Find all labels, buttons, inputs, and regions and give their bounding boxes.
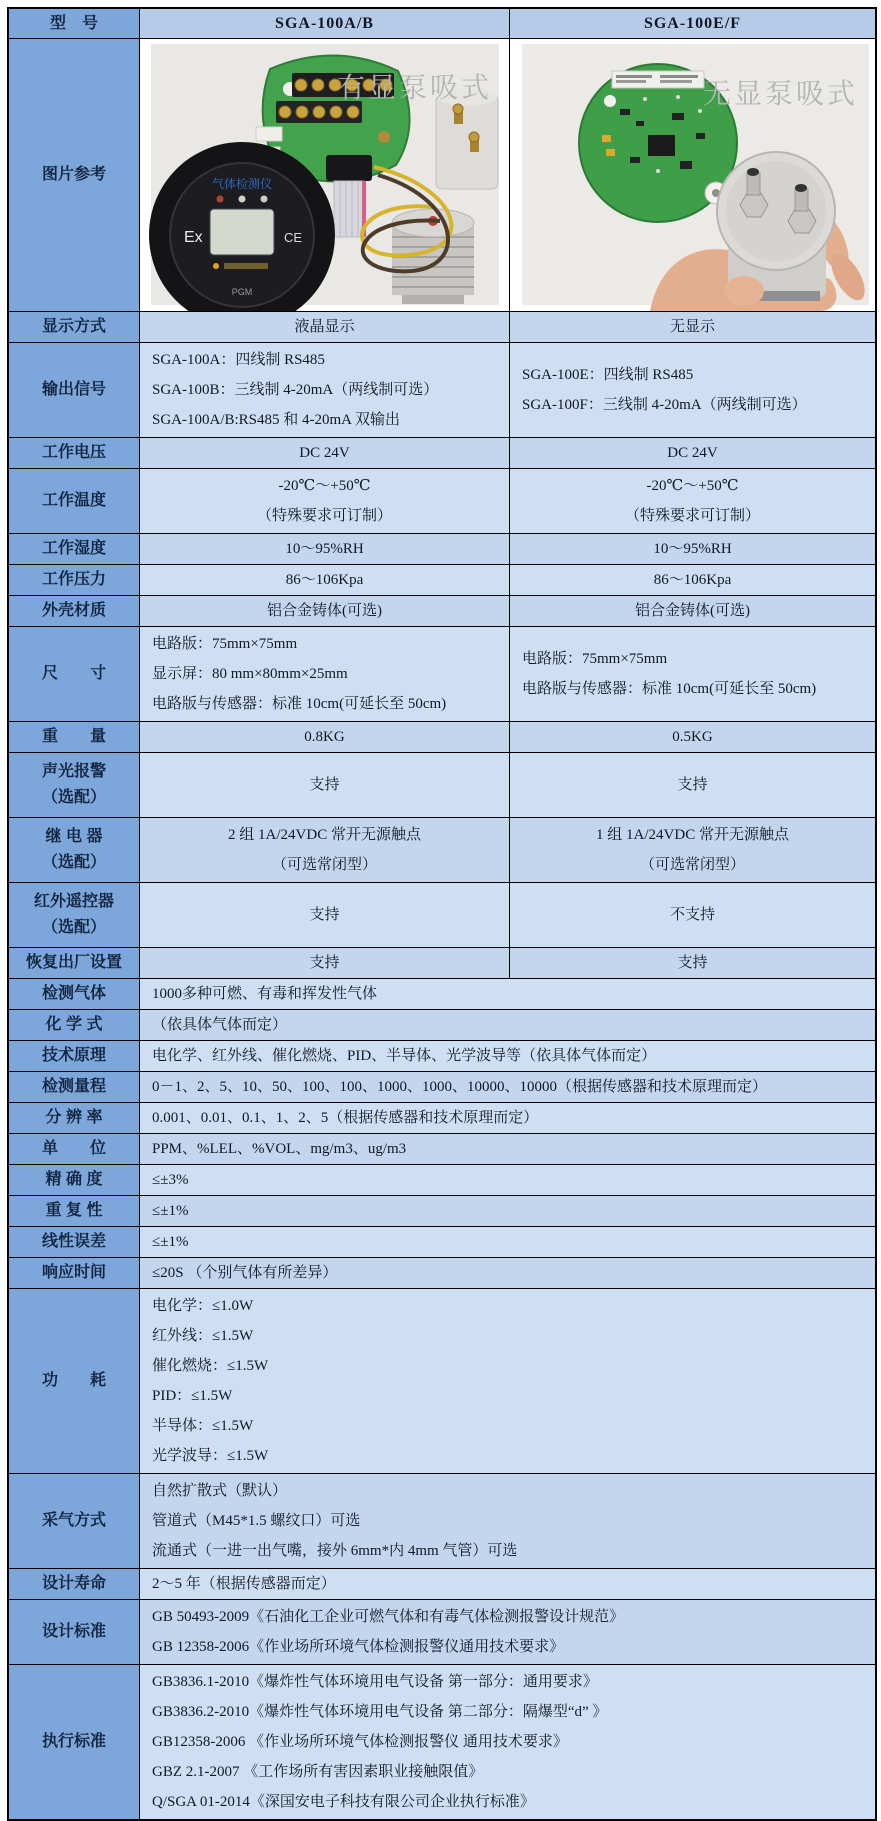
row-label-line: 继 电 器: [45, 828, 103, 845]
row-label: [9, 534, 140, 564]
row-label: [9, 1227, 140, 1257]
value-line: -20℃～+50℃: [646, 478, 739, 494]
value-line: 催化燃烧：≤1.5W: [152, 1358, 269, 1374]
row-label-line: 精 确 度: [45, 1171, 103, 1188]
value-cell-span: [140, 979, 875, 1009]
row-label: [9, 1258, 140, 1288]
spec-row-22: [9, 1227, 875, 1258]
value-line: 电化学：≤1.0W: [152, 1298, 254, 1314]
product-photo-right: [510, 39, 875, 311]
value-line: （依具体气体而定）: [152, 1017, 288, 1033]
value-line: 2 组 1A/24VDC 常开无源触点: [228, 827, 421, 843]
value-line: 管道式（M45*1.5 螺纹口）可选: [152, 1513, 361, 1529]
value-line: 支持: [677, 777, 708, 793]
spec-row-21: [9, 1196, 875, 1227]
value-line: GB3836.2-2010《爆炸性气体环境用电气设备 第二部分：隔爆型“d” 》: [152, 1704, 608, 1720]
value-cell-left: [140, 818, 510, 882]
value-line: ≤±1%: [152, 1203, 189, 1219]
value-cell-left: [140, 312, 510, 342]
row-label-line: 声光报警: [41, 763, 106, 780]
row-label: [9, 1289, 140, 1473]
value-cell-right: [510, 534, 875, 564]
value-line: 光学波导：≤1.5W: [152, 1448, 269, 1464]
row-label: [9, 1134, 140, 1164]
row-label-line: 工作温度: [41, 492, 106, 509]
spec-row-26: [9, 1569, 875, 1600]
spec-row-23: [9, 1258, 875, 1289]
value-line: 86～106Kpa: [653, 572, 732, 588]
value-cell-right: [510, 818, 875, 882]
spec-row-25: [9, 1474, 875, 1569]
watermark-right: 无显泵吸式: [702, 78, 858, 109]
row-label: [9, 1569, 140, 1599]
row-label: [9, 979, 140, 1009]
row-label: [9, 1041, 140, 1071]
spec-row-13: [9, 948, 875, 979]
value-cell-left: [140, 627, 510, 721]
value-cell-left: [140, 948, 510, 978]
value-line: 10～95%RH: [653, 541, 732, 557]
value-line: GB12358-2006 《作业场所环境气体检测报警仪 通用技术要求》: [152, 1734, 568, 1750]
value-line: 红外线：≤1.5W: [152, 1328, 254, 1344]
product-photo-left: [140, 39, 510, 311]
row-label: [9, 1474, 140, 1568]
model-row-label: 型 号: [9, 9, 140, 38]
value-line: SGA-100F：三线制 4-20mA（两线制可选）: [522, 397, 807, 413]
photo-row-label: 图片参考: [9, 39, 140, 311]
row-label-line: 红外遥控器: [33, 893, 114, 910]
value-cell-span: [140, 1010, 875, 1040]
model-name-ef: SGA-100E/F: [510, 9, 875, 38]
svg-text:Ex: Ex: [184, 229, 203, 246]
spec-row-7: [9, 596, 875, 627]
value-line: 铝合金铸体(可选): [267, 603, 382, 619]
value-cell-right: [510, 596, 875, 626]
value-line: PPM、%LEL、%VOL、mg/m3、ug/m3: [152, 1141, 407, 1157]
value-line: （特殊要求可订制）: [624, 508, 760, 524]
value-cell-left: [140, 883, 510, 947]
value-line: 液晶显示: [294, 319, 355, 335]
value-line: 0.5KG: [672, 729, 713, 745]
value-line: 支持: [309, 907, 340, 923]
spec-row-11: [9, 818, 875, 883]
spec-row-28: [9, 1665, 875, 1819]
row-label: [9, 1665, 140, 1819]
value-line: 电路版：75mm×75mm: [152, 636, 298, 652]
value-cell-right: [510, 627, 875, 721]
row-label: [9, 1600, 140, 1664]
value-line: 支持: [309, 955, 340, 971]
row-label-line: 重 复 性: [45, 1202, 103, 1219]
value-cell-right: [510, 438, 875, 468]
value-cell-span: [140, 1569, 875, 1599]
value-line: （可选常闭型）: [639, 857, 745, 873]
row-label: [9, 438, 140, 468]
row-label: [9, 565, 140, 595]
value-line: SGA-100A：四线制 RS485: [152, 352, 325, 368]
value-line: 电路版：75mm×75mm: [522, 651, 668, 667]
value-line: GB3836.1-2010《爆炸性气体环境用电气设备 第一部分：通用要求》: [152, 1674, 598, 1690]
photo-right-svg: [510, 39, 875, 311]
spec-row-15: [9, 1010, 875, 1041]
row-label: [9, 1103, 140, 1133]
row-label: [9, 1196, 140, 1226]
spec-row-9: [9, 722, 875, 753]
spec-table: [7, 7, 877, 1821]
row-label-line: 设计标准: [41, 1623, 106, 1640]
svg-text:气体检测仪: 气体检测仪: [211, 177, 273, 191]
pump-sensor-icon: [436, 88, 498, 189]
value-cell-span: [140, 1041, 875, 1071]
value-line: 无显示: [669, 319, 715, 335]
row-label-line: 设计寿命: [41, 1575, 106, 1592]
row-label-line: （选配）: [41, 919, 106, 936]
value-cell-span: [140, 1072, 875, 1102]
value-line: 铝合金铸体(可选): [635, 603, 750, 619]
value-line: GBZ 2.1-2007 《工作场所有害因素职业接触限值》: [152, 1764, 484, 1780]
value-cell-left: [140, 469, 510, 533]
value-line: 1 组 1A/24VDC 常开无源触点: [596, 827, 789, 843]
value-line: 流通式（一进一出气嘴，接外 6mm*内 4mm 气管）可选: [152, 1543, 518, 1559]
row-label-line: 技术原理: [41, 1047, 106, 1064]
value-cell-span: [140, 1103, 875, 1133]
value-line: ≤20S （个别气体有所差异）: [152, 1265, 338, 1281]
row-label: [9, 1010, 140, 1040]
value-cell-span: [140, 1134, 875, 1164]
spec-row-18: [9, 1103, 875, 1134]
value-line: 支持: [309, 777, 340, 793]
row-label-line: （选配）: [41, 789, 106, 806]
value-cell-span: [140, 1196, 875, 1226]
value-line: SGA-100A/B:RS485 和 4-20mA 双输出: [152, 412, 400, 428]
spec-rows: [9, 312, 875, 1819]
value-cell-left: [140, 565, 510, 595]
row-label-line: 检测量程: [41, 1078, 106, 1095]
value-cell-span: [140, 1289, 875, 1473]
value-cell-left: [140, 534, 510, 564]
value-cell-right: [510, 565, 875, 595]
row-label-line: 显示方式: [41, 318, 106, 335]
spec-row-4: [9, 469, 875, 534]
row-label: [9, 469, 140, 533]
svg-text:PGM: PGM: [231, 287, 253, 297]
value-cell-right: [510, 883, 875, 947]
value-line: 不支持: [669, 907, 715, 923]
row-label: [9, 818, 140, 882]
row-label: [9, 627, 140, 721]
spec-row-16: [9, 1041, 875, 1072]
spec-row-12: [9, 883, 875, 948]
row-label: [9, 343, 140, 437]
spec-row-5: [9, 534, 875, 565]
value-line: 2～5 年（根据传感器而定）: [152, 1576, 336, 1592]
row-label-line: 分 辨 率: [45, 1109, 103, 1126]
value-line: 86～106Kpa: [285, 572, 364, 588]
value-cell-span: [140, 1600, 875, 1664]
row-label-line: 恢复出厂设置: [25, 954, 122, 971]
value-cell-left: [140, 722, 510, 752]
spec-row-20: [9, 1165, 875, 1196]
spec-row-24: [9, 1289, 875, 1474]
value-line: 电路版与传感器：标准 10cm(可延长至 50cm): [152, 696, 447, 712]
value-line: 显示屏：80 mm×80mm×25mm: [152, 666, 348, 682]
svg-text:CE: CE: [284, 230, 303, 245]
row-label-line: 功 耗: [41, 1372, 106, 1389]
spec-row-3: [9, 438, 875, 469]
value-line: DC 24V: [667, 445, 718, 461]
value-cell-left: [140, 753, 510, 817]
row-label-line: （选配）: [41, 854, 106, 871]
value-line: PID：≤1.5W: [152, 1388, 233, 1404]
row-label-line: 响应时间: [41, 1264, 106, 1281]
photo-row: [9, 39, 875, 312]
spec-row-1: [9, 312, 875, 343]
value-line: 半导体：≤1.5W: [152, 1418, 254, 1434]
value-cell-right: [510, 312, 875, 342]
spec-row-8: [9, 627, 875, 722]
row-label: [9, 722, 140, 752]
value-cell-right: [510, 469, 875, 533]
row-label: [9, 312, 140, 342]
value-line: 0.8KG: [304, 729, 345, 745]
row-label: [9, 753, 140, 817]
row-label-line: 线性误差: [41, 1233, 106, 1250]
row-label-line: 化 学 式: [45, 1016, 103, 1033]
value-line: ≤±3%: [152, 1172, 189, 1188]
row-label-line: 重 量: [41, 728, 106, 745]
spec-row-10: [9, 753, 875, 818]
value-line: 电化学、红外线、催化燃烧、PID、半导体、光学波导等（依具体气体而定）: [152, 1048, 657, 1064]
watermark-left: 有显泵吸式: [336, 72, 492, 103]
header-row: [9, 9, 875, 39]
spec-row-14: [9, 979, 875, 1010]
value-cell-span: [140, 1665, 875, 1819]
value-cell-right: [510, 753, 875, 817]
value-line: （特殊要求可订制）: [256, 508, 392, 524]
row-label-line: 工作湿度: [41, 540, 106, 557]
value-line: DC 24V: [299, 445, 350, 461]
value-cell-span: [140, 1227, 875, 1257]
row-label-line: 工作压力: [41, 571, 106, 588]
value-line: （可选常闭型）: [271, 857, 377, 873]
row-label: [9, 596, 140, 626]
value-line: 0－1、2、5、10、50、100、100、1000、1000、10000、10000（根据传感器和技术原理而定）: [152, 1079, 768, 1095]
value-cell-span: [140, 1165, 875, 1195]
photo-left-svg: [140, 39, 509, 311]
model-name-ab: SGA-100A/B: [140, 9, 510, 38]
value-cell-left: [140, 596, 510, 626]
row-label-line: 外壳材质: [41, 602, 106, 619]
value-line: 电路版与传感器：标准 10cm(可延长至 50cm): [522, 681, 817, 697]
value-cell-left: [140, 343, 510, 437]
value-line: GB 50493-2009《石油化工企业可燃气体和有毒气体检测报警设计规范》: [152, 1609, 625, 1625]
value-line: -20℃～+50℃: [278, 478, 371, 494]
row-label-line: 单 位: [41, 1140, 106, 1157]
value-line: SGA-100E：四线制 RS485: [522, 367, 694, 383]
value-line: 支持: [677, 955, 708, 971]
value-line: Q/SGA 01-2014《深国安电子科技有限公司企业执行标准》: [152, 1794, 535, 1810]
spec-row-6: [9, 565, 875, 596]
value-cell-right: [510, 948, 875, 978]
value-line: SGA-100B：三线制 4-20mA（两线制可选）: [152, 382, 439, 398]
spec-row-27: [9, 1600, 875, 1665]
value-cell-span: [140, 1474, 875, 1568]
row-label: [9, 948, 140, 978]
row-label: [9, 1072, 140, 1102]
value-cell-right: [510, 722, 875, 752]
value-line: 0.001、0.01、0.1、1、2、5（根据传感器和技术原理而定）: [152, 1110, 539, 1126]
row-label: [9, 883, 140, 947]
row-label-line: 检测气体: [41, 985, 106, 1002]
row-label-line: 输出信号: [41, 381, 106, 398]
value-line: ≤±1%: [152, 1234, 189, 1250]
value-line: 1000多种可燃、有毒和挥发性气体: [152, 986, 378, 1002]
spec-row-2: [9, 343, 875, 438]
row-label: [9, 1165, 140, 1195]
value-line: 10～95%RH: [285, 541, 364, 557]
sensor-cylinder-icon: [717, 152, 835, 306]
spec-row-17: [9, 1072, 875, 1103]
row-label-line: 工作电压: [41, 444, 106, 461]
spec-row-19: [9, 1134, 875, 1165]
row-label-line: 尺 寸: [41, 665, 106, 682]
value-cell-right: [510, 343, 875, 437]
value-cell-left: [140, 438, 510, 468]
row-label-line: 执行标准: [41, 1733, 106, 1750]
value-cell-span: [140, 1258, 875, 1288]
value-line: GB 12358-2006《作业场所环境气体检测报警仪通用技术要求》: [152, 1639, 565, 1655]
value-line: 自然扩散式（默认）: [152, 1483, 288, 1499]
row-label-line: 采气方式: [41, 1512, 106, 1529]
